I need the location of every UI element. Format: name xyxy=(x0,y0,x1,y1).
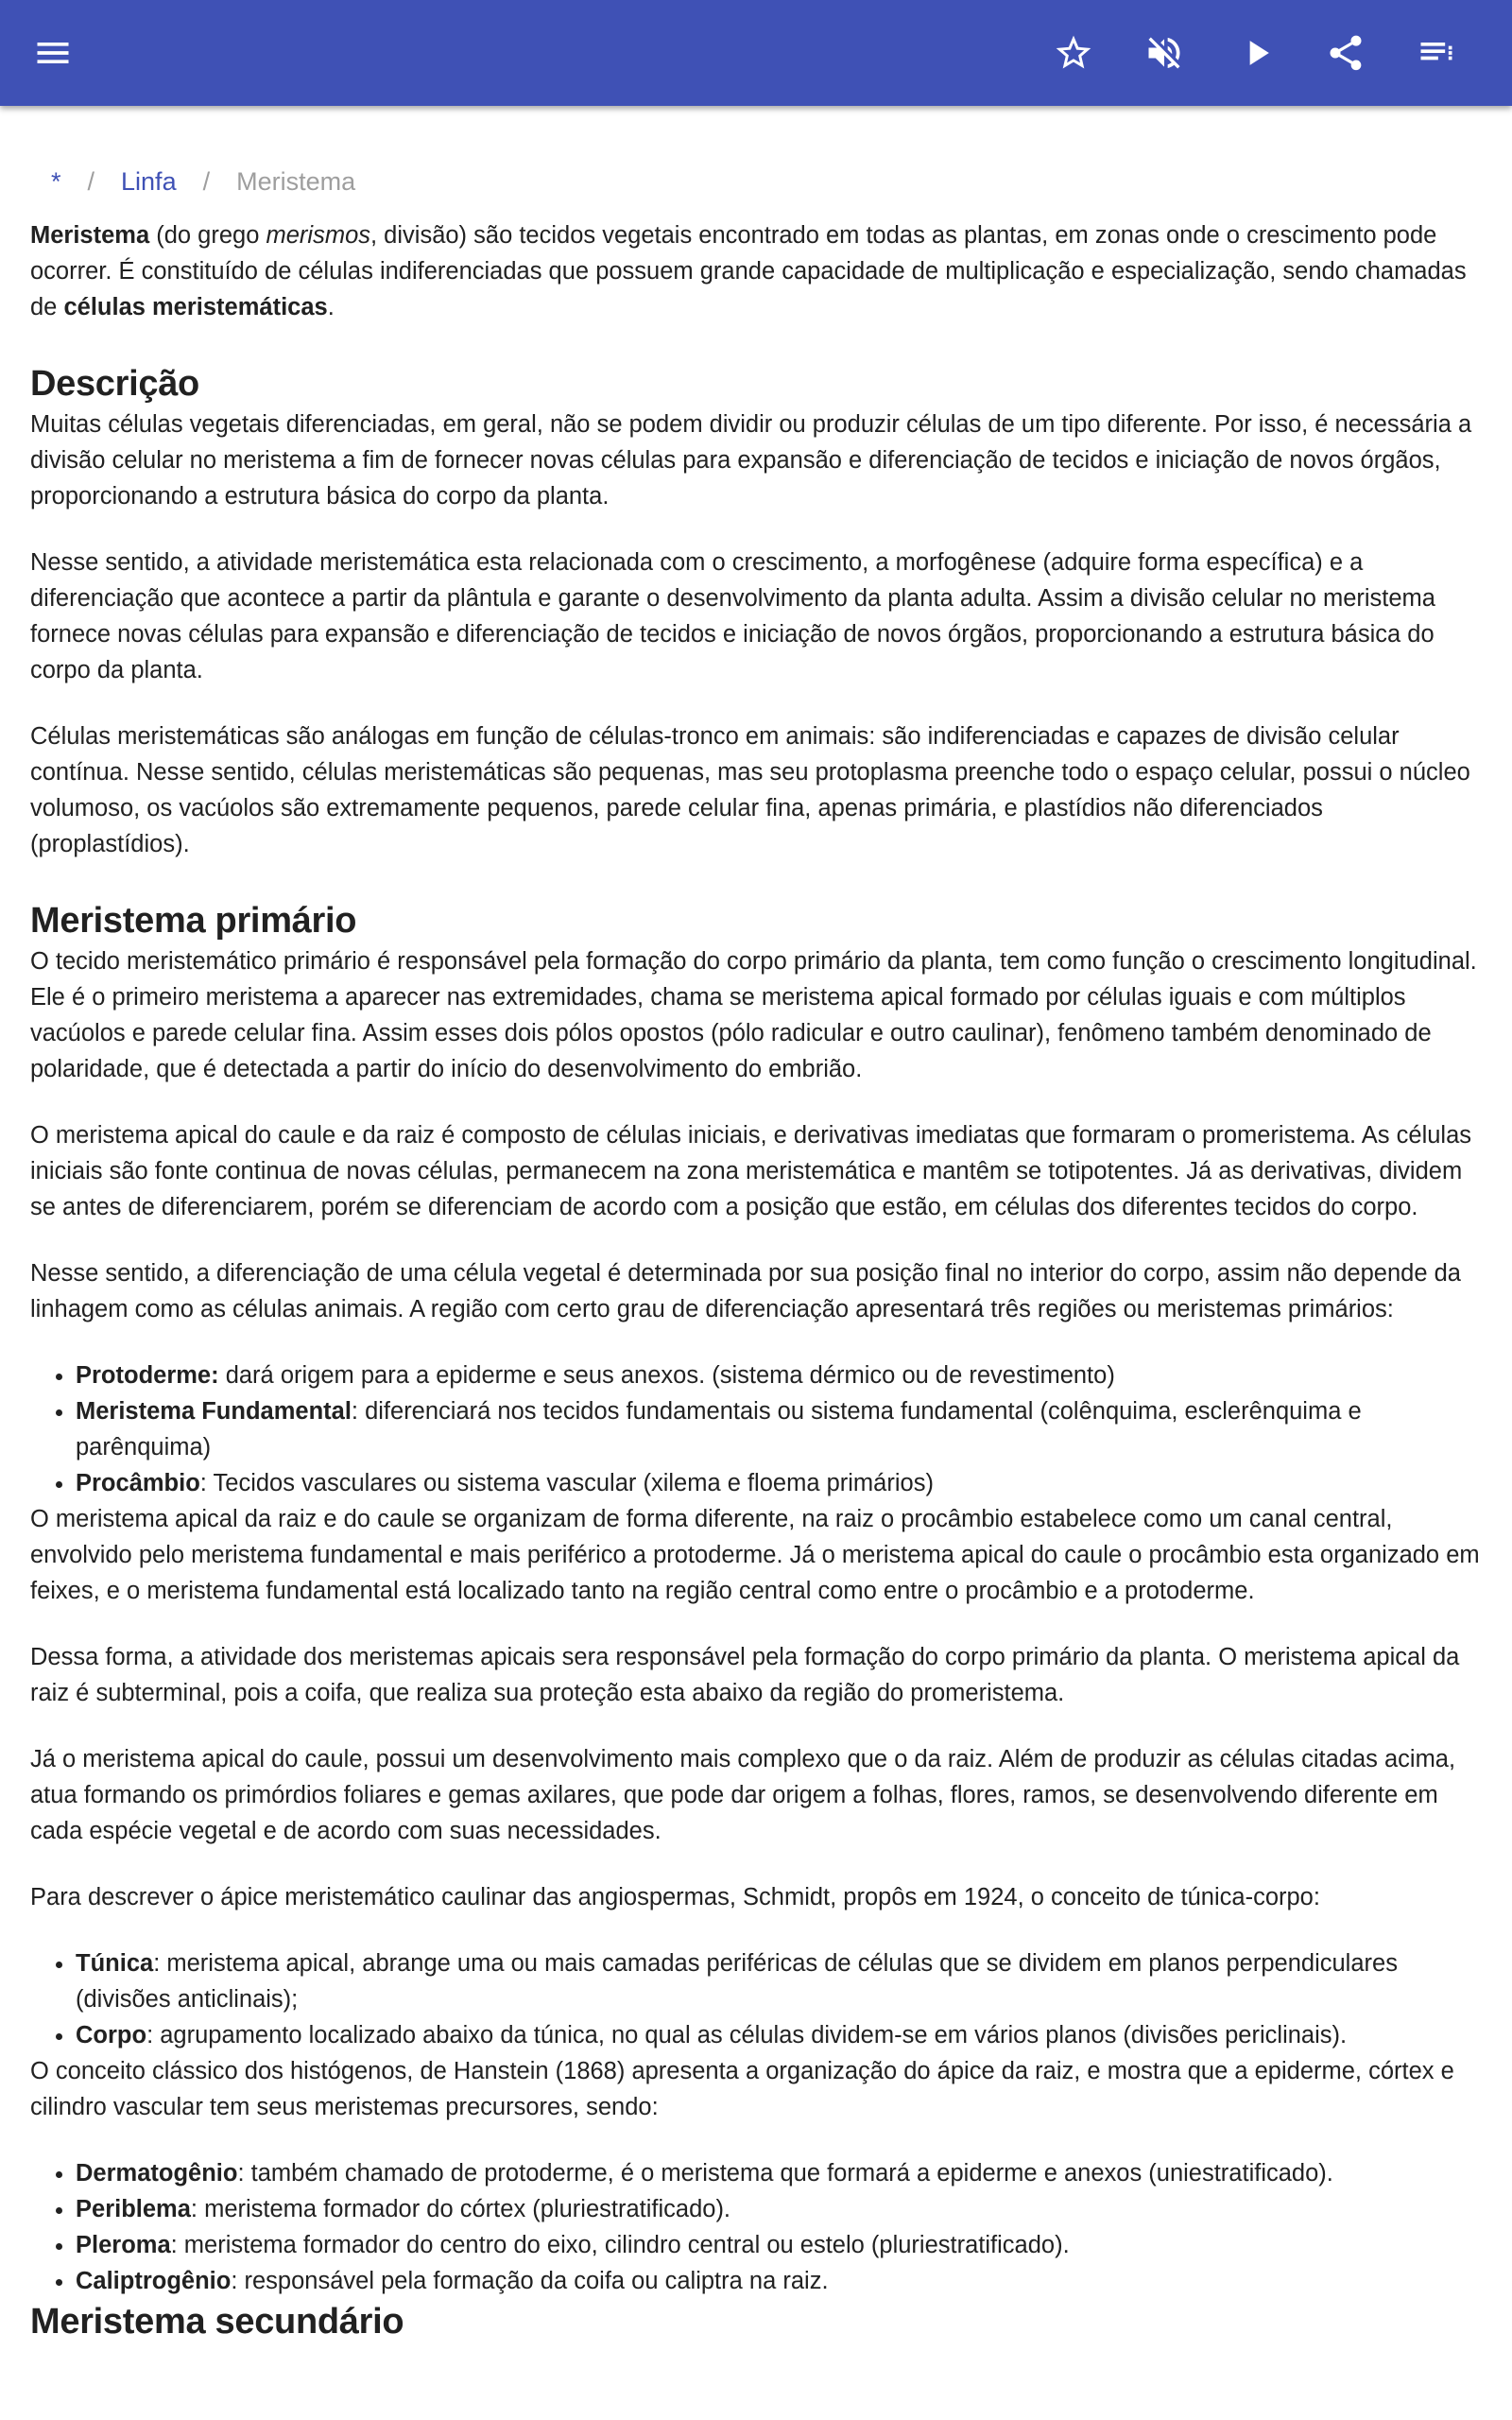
paragraph: Nesse sentido, a atividade meristemática esta relacionada com o crescimento, a morfogênese (adquire forma específica) e a diferenciação que acontece a partir da plântula e garante o desenvolvimento da planta adulta. Assim a divisão celular no meristema fornece novas células para expansão e diferenciação de tecidos e iniciação de novos órgãos, proporcionando a estrutura básica do corpo da planta. xyxy=(30,549,1435,683)
volume-off-icon[interactable] xyxy=(1138,26,1191,79)
paragraph: Já o meristema apical do caule, possui um desenvolvimento mais complexo que o da raiz. Além de produzir as células citadas acima, atua formando os primórdios foliares e gemas axilares, que pode dar origem a folhas, flores, ramos, se desenvolvendo diferente em cada espécie vegetal e de acordo com suas necessidades. xyxy=(30,1746,1456,1844)
paragraph: Para descrever o ápice meristemático caulinar das angiospermas, Schmidt, propôs em 1924, o conceito de túnica-corpo: xyxy=(30,1884,1320,1910)
tunica-corpo-list xyxy=(30,1945,1486,2053)
breadcrumb xyxy=(51,166,1486,197)
playlist-icon[interactable] xyxy=(1410,26,1463,79)
list-item: • Periblema: meristema formador do córtex (pluriestratificado). xyxy=(76,2191,1486,2227)
paragraph: Muitas células vegetais diferenciadas, em geral, não se podem dividir ou produzir células de um tipo diferente. Por isso, é necessária a divisão celular no meristema a fim de fornecer novas células para expansão e diferenciação de tecidos e iniciação de novos órgãos, proporcionando a estrutura básica do corpo da planta. xyxy=(30,411,1472,510)
section-heading-meristema-primario: Meristema primário xyxy=(30,901,357,941)
section-heading-descricao: Descrição xyxy=(30,364,199,404)
paragraph: O meristema apical da raiz e do caule se organizam de forma diferente, na raiz o procâmbio estabelece como um canal central, envolvido pelo meristema fundamental e mais periférico a protoderme. Já o meristema apical do caule o procâmbio esta organizado em feixes, e o meristema fundamental está localizado tanto na região central como entre o procâmbio e a protoderme. xyxy=(30,1506,1480,1604)
paragraph: O tecido meristemático primário é responsável pela formação do corpo primário da planta, tem como função o crescimento longitudinal. Ele é o primeiro meristema a aparecer nas extremidades, chama se meristema apical formado por células iguais e com múltiplos vacúolos e parede celular fina. Assim esses dois pólos opostos (pólo radicular e outro caulinar), fenômeno também denominado de polaridade, que é detectada a partir do início do desenvolvimento do embrião. xyxy=(30,948,1477,1082)
list-item: • Dermatogênio: também chamado de protoderme, é o meristema que formará a epiderme e anexos (uniestratificado). xyxy=(76,2155,1486,2191)
article xyxy=(30,106,1486,2344)
histogenos-list xyxy=(30,2155,1486,2299)
breadcrumb-home[interactable]: * xyxy=(51,167,61,196)
list-item: • Meristema Fundamental: diferenciará nos tecidos fundamentais ou sistema fundamental (colênquima, esclerênquima e parênquima) xyxy=(76,1393,1486,1465)
list-item: • Corpo: agrupamento localizado abaixo da túnica, no qual as células dividem-se em vários planos (divisões periclinais). xyxy=(76,2017,1486,2053)
paragraph: Nesse sentido, a diferenciação de uma célula vegetal é determinada por sua posição final no interior do corpo, assim não depende da linhagem como as células animais. A região com certo grau de diferenciação apresentará três regiões ou meristemas primários: xyxy=(30,1260,1461,1322)
paragraph: Dessa forma, a atividade dos meristemas apicais sera responsável pela formação do corpo primário da planta. O meristema apical da raiz é subterminal, pois a coifa, que realiza sua proteção esta abaixo da região do promeristema. xyxy=(30,1644,1460,1706)
intro-bold: células meristemáticas xyxy=(63,294,328,320)
paragraph: O meristema apical do caule e da raiz é composto de células iniciais, e derivativas imediatas que formaram o promeristema. As células iniciais são fonte continua de novas células, permanecem na zona meristemática e mantêm se totipotentes. Já as derivativas, dividem se antes de diferenciarem, porém se diferenciam de acordo com a posição que estão, em células dos diferentes tecidos do corpo. xyxy=(30,1122,1472,1220)
list-item: • Protoderme: dará origem para a epiderme e seus anexos. (sistema dérmico ou de revestimento) xyxy=(76,1357,1486,1393)
menu-icon[interactable] xyxy=(26,26,79,79)
list-item: • Procâmbio: Tecidos vasculares ou sistema vascular (xilema e floema primários) xyxy=(76,1465,1486,1501)
star-outline-icon[interactable] xyxy=(1047,26,1100,79)
play-icon[interactable] xyxy=(1230,26,1283,79)
paragraph: Células meristemáticas são análogas em função de células-tronco em animais: são indiferenciadas e capazes de divisão celular contínua. Nesse sentido, células meristemáticas são pequenas, mas seu protoplasma preenche todo o espaço celular, possui o núcleo volumoso, os vacúolos são extremamente pequenos, parede celular fina, apenas primária, e plastídios não diferenciados (proplastídios). xyxy=(30,723,1470,857)
paragraph: O conceito clássico dos histógenos, de Hanstein (1868) apresenta a organização do ápice da raiz, e mostra que a epiderme, córtex e cilindro vascular tem seus meristemas precursores, sendo: xyxy=(30,2058,1454,2120)
breadcrumb-separator: / xyxy=(202,167,211,196)
breadcrumb-separator: / xyxy=(87,167,95,196)
breadcrumb-parent[interactable]: Linfa xyxy=(121,167,177,196)
greek-term: merismos xyxy=(266,222,371,249)
share-icon[interactable] xyxy=(1319,26,1372,79)
intro-paragraph: Meristema (do grego merismos, divisão) são tecidos vegetais encontrado em todas as plantas, em zonas onde o crescimento pode ocorrer. É constituído de células indiferenciadas que possuem grande capacidade de multiplicação e especialização, sendo chamadas de células meristemáticas. xyxy=(30,222,1467,320)
meristemas-primarios-list xyxy=(30,1357,1486,1501)
list-item: • Caliptrogênio: responsável pela formação da coifa ou caliptra na raiz. xyxy=(76,2263,1486,2299)
breadcrumb-current: Meristema xyxy=(236,167,356,196)
list-item: • Pleroma: meristema formador do centro do eixo, cilindro central ou estelo (pluriestratificado). xyxy=(76,2227,1486,2263)
app-bar xyxy=(0,0,1512,106)
intro-term: Meristema xyxy=(30,222,150,249)
section-heading-meristema-secundario: Meristema secundário xyxy=(30,2302,404,2342)
list-item: • Túnica: meristema apical, abrange uma ou mais camadas periféricas de células que se dividem em planos perpendiculares (divisões anticlinais); xyxy=(76,1945,1486,2017)
